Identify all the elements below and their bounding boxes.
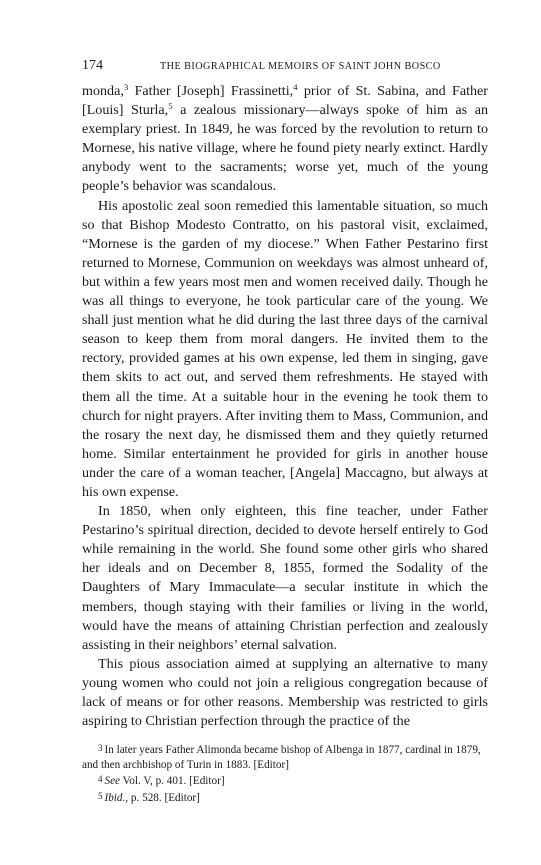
paragraph-3: In 1850, when only eighteen, this fine teacher, under Father Pestarino’s spiritual direction, decided to devote herself entirely to God while remaining in the world. She found some other girls who shared her ideals and on December 8, 1855, formed the Sodality of the Daughters of Mary Immaculate—a secular institute in which the members, though staying with their families or living in the world, would have the means of attaining Christian perfection and zealously assisting in their neighbors’ eternal salvation. [82, 503, 488, 653]
footnote-3 [82, 741, 488, 772]
footnote-text: In later years Father Alimonda became bishop of Albenga in 1877, cardinal in 1879, and then archbishop of Turin in 1883. [Editor] [82, 744, 481, 771]
running-title: THE BIOGRAPHICAL MEMOIRS OF SAINT JOHN BOSCO [160, 61, 441, 72]
footnote-italic: Ibid., [104, 792, 129, 805]
book-page [82, 58, 488, 806]
footnote-number: 5 [98, 790, 103, 801]
paragraph-1-text-d: a zealous missionary—always spoke of him as an exemplary priest. In 1849, he was forced by the revolution to return to Mornese, his native village, where he found piety nearly extinct. Hardly anybody went to the sacraments; worse yet, much of the young people’s behavior was scandalous. [82, 102, 488, 195]
footnote-number: 3 [98, 743, 103, 754]
page-number: 174 [82, 58, 103, 73]
footnote-italic: See [104, 775, 121, 788]
footnote-text: p. 528. [Editor] [128, 792, 200, 805]
footnote-ref-3: 3 [123, 82, 129, 93]
paragraph-4: This pious association aimed at supplying an alternative to many young women who could not join a religious congregation because of lack of means or for other reasons. Membership was restricted to girls aspiring to Christian perfection through the practice of the [82, 655, 488, 730]
footnote-ref-5: 5 [168, 101, 173, 112]
footnote-text: Vol. V, p. 401. [Editor] [120, 775, 225, 788]
paragraph-1-text-a: monda, [82, 83, 124, 99]
footnotes [82, 741, 488, 805]
footnote-ref-4: 4 [293, 82, 298, 93]
body-text [82, 82, 488, 731]
paragraph-1-text-c: prior of St. Sabina, and Father [Louis] Sturla, [82, 83, 488, 119]
paragraph-1 [82, 82, 488, 197]
paragraph-1-text-b: Father [Joseph] Frassinetti, [128, 83, 294, 99]
footnote-5 [82, 789, 488, 806]
footnote-number: 4 [98, 774, 103, 785]
paragraph-2: His apostolic zeal soon remedied this lamentable situation, so much so that Bishop Modesto Contratto, on his pastoral visit, exclaimed, “Mornese is the garden of my diocese.” When Father Pestarino first returned to Mornese, Communion on weekdays was almost unheard of, but within a few years most men and women received daily. Though he was all things to everyone, he took particular care of the young. We shall just mention what he did during the last three days of the carnival season to keep them from moral dangers. He invited them to the rectory, provided games at his own expense, led them in singing, gave them skits to act out, and served them refreshments. He stayed with them all the time. At a suitable hour in the evening he took them to church for night prayers. After inviting them to Mass, Communion, and the rosary the next day, he dismissed them and they quietly returned home. Similar entertainment he provided for girls in another house under the care of a woman teacher, [Angela] Maccagno, but always at his own expense. [82, 197, 488, 500]
footnote-4 [82, 772, 488, 789]
running-head [82, 58, 488, 78]
